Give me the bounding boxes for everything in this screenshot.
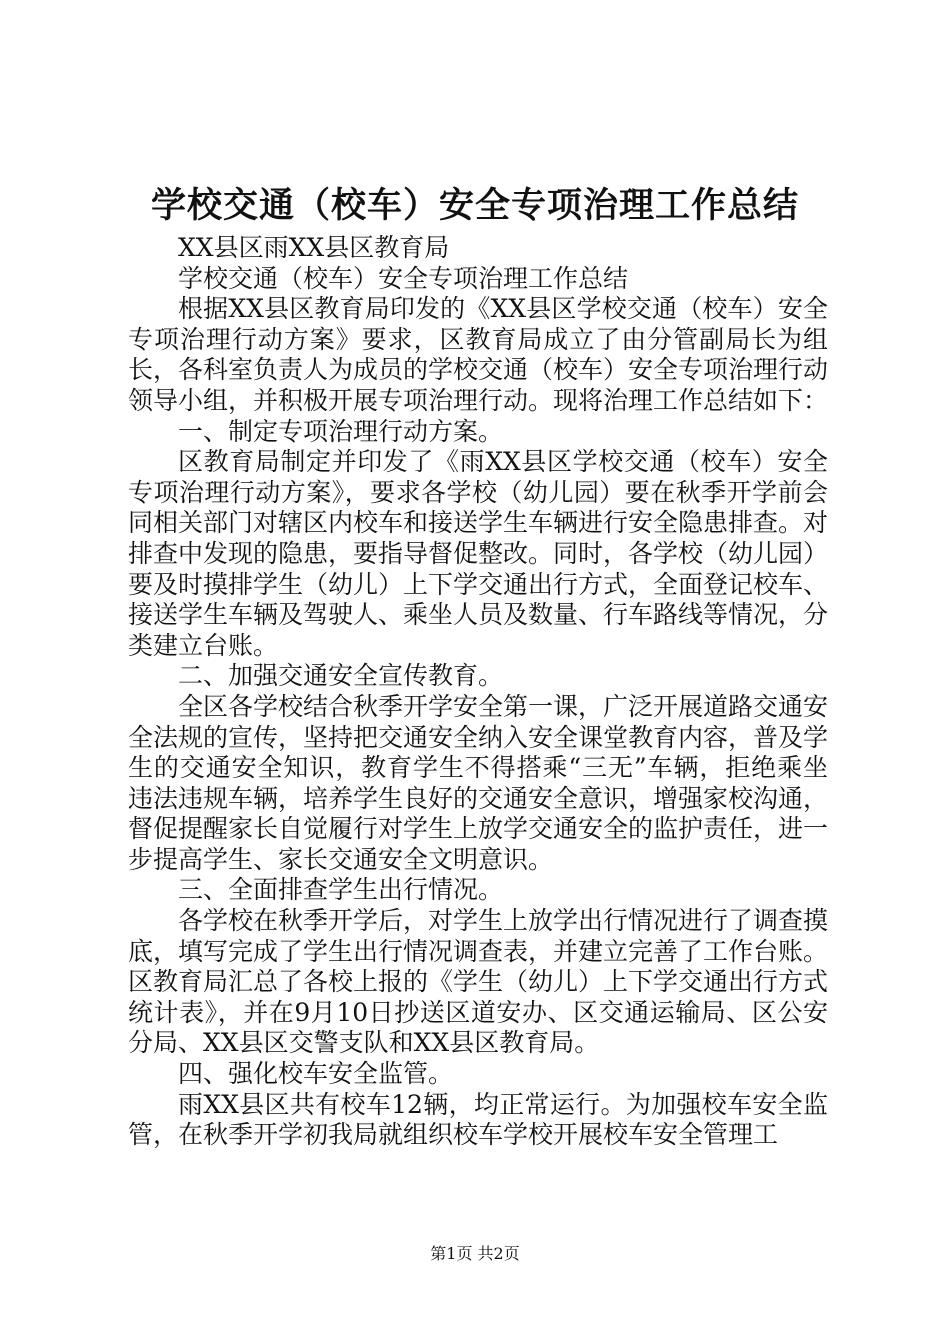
paragraph-section-1: 区教育局制定并印发了《雨XX县区学校交通（校车）安全专项治理行动方案》，要求各学校（幼儿园）要在秋季开学前会同相关部门对辖区内校车和接送学生车辆进行安全隐患排查。对排查中发现的隐患，要指导督促整改。同时，各学校（幼儿园）要及时摸排学生（幼儿）上下学交通出行方式，全面登记校车、接送学生车辆及驾驶人、乘坐人员及数量、行车路线等情况，分类建立台账。 — [128, 447, 829, 660]
paragraph-intro: 根据XX县区教育局印发的《XX县区学校交通（校车）安全专项治理行动方案》要求，区教育局成立了由分管副局长为组长，各科室负责人为成员的学校交通（校车）安全专项治理行动领导小组，并积极开展专项治理行动。现将治理工作总结如下： — [128, 294, 829, 415]
paragraph-issuer: XX县区雨XX县区教育局 — [178, 233, 450, 262]
page-number-footer: 第1页 共2页 — [430, 1244, 520, 1263]
document-body — [128, 233, 828, 1151]
section-heading-1: 一、制定专项治理行动方案。 — [178, 416, 504, 446]
section-heading-2: 二、加强交通安全宣传教育。 — [178, 661, 504, 691]
paragraph-section-2: 全区各学校结合秋季开学安全第一课，广泛开展道路交通安全法规的宣传，坚持把交通安全纳入安全课堂教育内容，普及学生的交通安全知识，教育学生不得搭乘“三无”车辆，拒绝乘坐违法违规车辆，培养学生良好的交通安全意识，增强家校沟通，督促提醒家长自觉履行对学生上放学交通安全的监护责任，进一步提高学生、家长交通安全文明意识。 — [128, 691, 829, 874]
paragraph-section-3: 各学校在秋季开学后，对学生上放学出行情况进行了调查摸底，填写完成了学生出行情况调查表，并建立完善了工作台账。区教育局汇总了各校上报的《学生（幼儿）上下学交通出行方式统计表》，并在9月10日抄送区道安办、区交通运输局、区公安分局、XX县区交警支队和XX县区教育局。 — [128, 906, 829, 1058]
document-title: 学校交通（校车）安全专项治理工作总结 — [150, 185, 799, 226]
section-heading-3: 三、全面排查学生出行情况。 — [178, 875, 504, 905]
paragraph-section-4: 雨XX县区共有校车12辆，均正常运行。为加强校车安全监管，在秋季开学初我局就组织校车学校开展校车安全管理工 — [128, 1089, 828, 1150]
section-heading-4: 四、强化校车安全监管。 — [178, 1059, 454, 1089]
paragraph-subtitle: 学校交通（校车）安全专项治理工作总结 — [178, 263, 629, 293]
